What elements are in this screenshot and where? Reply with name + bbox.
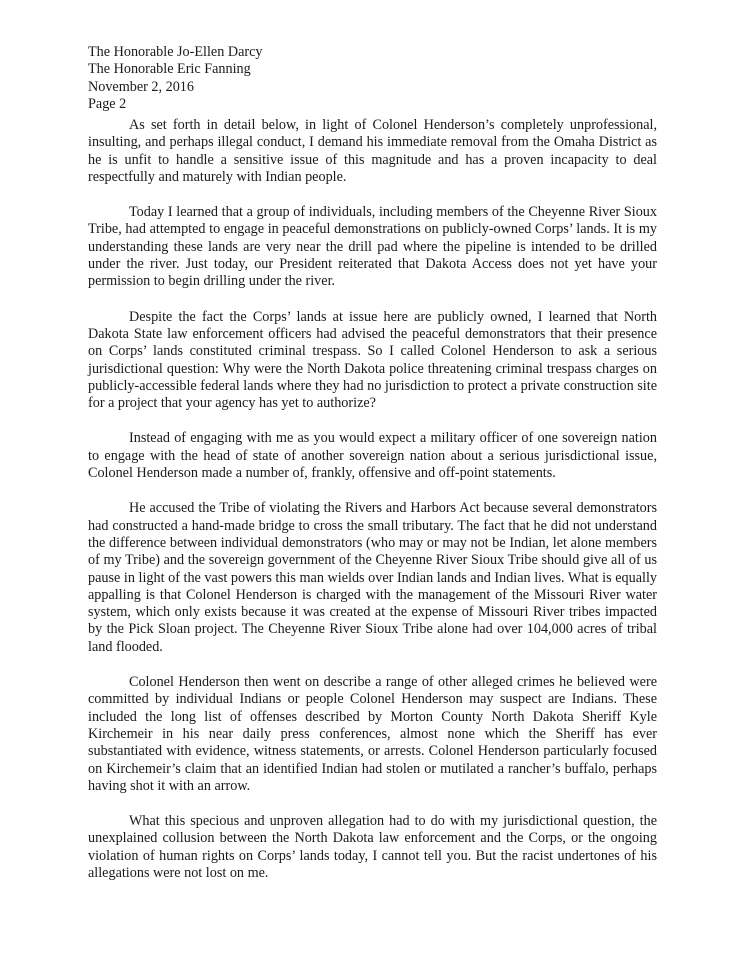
- paragraph-demonstrations: Today I learned that a group of individuals, including members of the Cheyenne River Sioux Tribe, had attempted to engage in peaceful demonstrations on publicly-owned Corps’ lands. It is my understanding these lands are very near the drill pad where the pipeline is intended to be drilled under the river. Just today, our President reiterated that Dakota Access does not yet have your permission to begin drilling under the river.: [88, 204, 657, 290]
- letter-body: [88, 117, 657, 900]
- recipient-line-2: The Honorable Eric Fanning: [88, 61, 251, 78]
- paragraph-trespass-question: Despite the fact the Corps’ lands at issue here are publicly owned, I learned that North Dakota State law enforcement officers had advised the peaceful demonstrators that their presence on Corps’ lands constituted criminal trespass. So I called Colonel Henderson to ask a serious jurisdictional question: Why were the North Dakota police threatening criminal trespass charges on publicly-accessible federal lands where they had no jurisdiction to protect a private construction site for a project that your agency has yet to authorize?: [88, 308, 657, 412]
- paragraph-racist-undertones: What this specious and unproven allegation had to do with my jurisdictional question, the unexplained collusion between the North Dakota law enforcement and the Corps, or the ongoing violation of human rights on Corps’ lands today, I cannot tell you. But the racist undertones of his allegations were not lost on me.: [88, 813, 657, 881]
- paragraph-offensive-statements: Instead of engaging with me as you would expect a military officer of one sovereign nation to engage with the head of state of another sovereign nation about a serious jurisdictional issue, Colonel Henderson made a number of, frankly, offensive and off-point statements.: [88, 430, 657, 482]
- paragraph-removal-demand: As set forth in detail below, in light of Colonel Henderson’s completely unprofessional, insulting, and perhaps illegal conduct, I demand his immediate removal from the Omaha District as he is unfit to handle a sensitive issue of this magnitude and has a proven incapacity to deal respectfully and maturely with Indian people.: [88, 117, 657, 185]
- recipient-line-1: The Honorable Jo-Ellen Darcy: [88, 44, 263, 60]
- paragraph-rivers-harbors-act: He accused the Tribe of violating the Rivers and Harbors Act because several demonstrators had constructed a hand-made bridge to cross the small tributary. The fact that he did not understand the difference between individual demonstrators (who may or may not be Indian, let alone members of my Tribe) and the sovereign government of the Cheyenne River Sioux Tribe should give all of us pause in light of the vast powers this man wields over Indian lands and Indian lives. What is equally appalling is that Colonel Henderson is charged with the management of the Missouri River water system, which only exists because it was created at the expense of Missouri River tribes impacted by the Pick Sloan project. The Cheyenne River Sioux Tribe alone had over 104,000 acres of tribal land flooded.: [88, 500, 657, 655]
- letter-header: [88, 44, 488, 113]
- page-number: Page 2: [88, 95, 127, 112]
- letter-date: November 2, 2016: [88, 78, 194, 95]
- paragraph-alleged-crimes: Colonel Henderson then went on describe a range of other alleged crimes he believed were committed by individual Indians or people Colonel Henderson may suspect are Indians. These included the long list of offenses described by Morton County North Dakota Sheriff Kyle Kirchemeir in his near daily press conferences, almost none which the Sheriff has ever substantiated with evidence, witness statements, or arrests. Colonel Henderson particularly focused on Kirchemeir’s claim that an identified Indian had stolen or mutilated a rancher’s buffalo, perhaps having shot it with an arrow.: [88, 674, 657, 794]
